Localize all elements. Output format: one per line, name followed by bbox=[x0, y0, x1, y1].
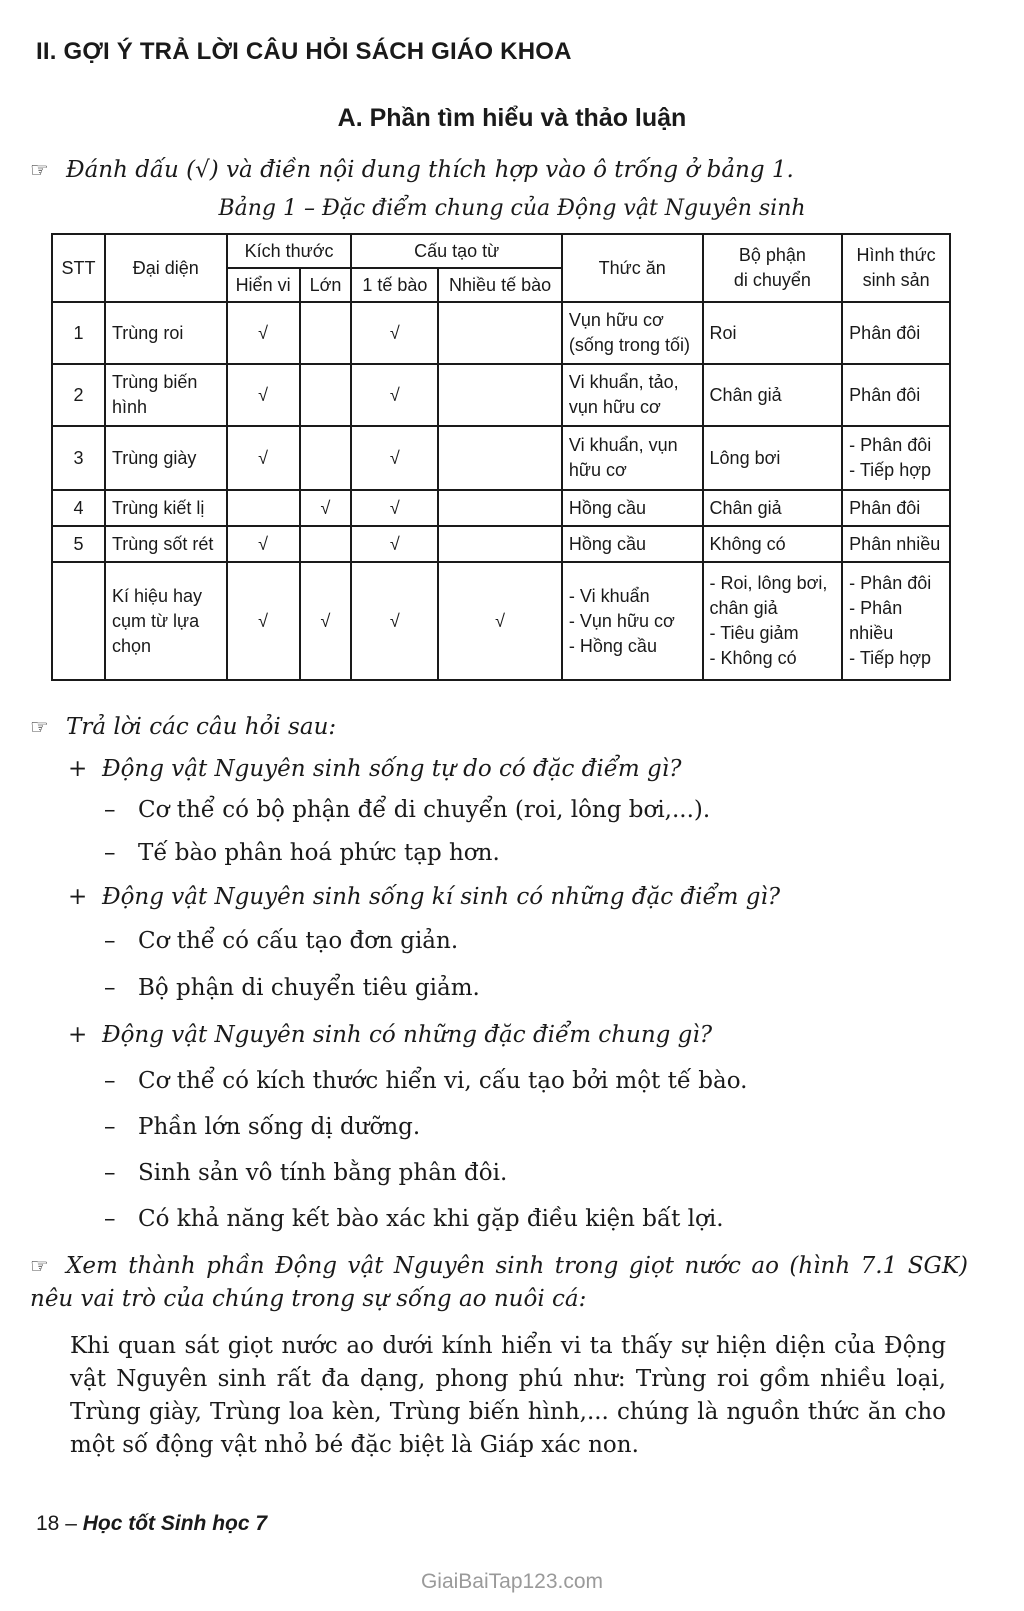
cell-sinh-san: - Phân đôi - Phân nhiều - Tiếp hợp bbox=[842, 562, 950, 680]
cell-bo-phan: Roi bbox=[703, 302, 843, 364]
answer-2-2: – Bộ phận di chuyển tiêu giảm. bbox=[104, 975, 480, 1001]
characteristics-table bbox=[51, 233, 951, 681]
cell-thuc-an: - Vi khuẩn - Vụn hữu cơ - Hồng cầu bbox=[562, 562, 703, 680]
cell-hien-vi bbox=[227, 490, 300, 526]
cell-thuc-an: Hồng cầu bbox=[562, 526, 703, 562]
question-3: + Động vật Nguyên sinh có những đặc điểm chung gì? bbox=[68, 1022, 713, 1048]
page-footer: 18 – Học tốt Sinh học 7 bbox=[36, 1512, 268, 1535]
cell-nhieu-te-bao bbox=[438, 302, 562, 364]
answer-3-1: – Cơ thể có kích thước hiển vi, cấu tạo bởi một tế bào. bbox=[104, 1068, 748, 1094]
cell-hien-vi: √ bbox=[227, 526, 300, 562]
answer-1-2: – Tế bào phân hoá phức tạp hơn. bbox=[104, 840, 500, 866]
cell-bo-phan: Chân giả bbox=[703, 364, 843, 426]
task-3-text: Xem thành phần Động vật Nguyên sinh trong giọt nước ao (hình 7.1 SGK) nêu vai trò của chúng trong sự sống ao nuôi cá: bbox=[30, 1253, 968, 1312]
cell-stt: 5 bbox=[52, 526, 105, 562]
task-1 bbox=[30, 154, 968, 187]
cell-dai-dien: Kí hiệu hay cụm từ lựa chọn bbox=[105, 562, 227, 680]
page-number: 18 bbox=[36, 1512, 60, 1535]
cell-mot-te-bao: √ bbox=[351, 302, 438, 364]
header-cau-tao: Cấu tạo từ bbox=[351, 234, 561, 268]
answer-paragraph: Khi quan sát giọt nước ao dưới kính hiển vi ta thấy sự hiện diện của Động vật Nguyên sinh rất đa dạng, phong phú như: Trùng roi gồm nhiều loại, Trùng giày, Trùng loa kèn, Trùng biến hình,... chúng là nguồn thức ăn cho một số động vật nhỏ bé đặc biệt là Giáp xác non. bbox=[70, 1333, 946, 1458]
answer-3-3: – Sinh sản vô tính bằng phân đôi. bbox=[104, 1160, 508, 1186]
cell-lon: √ bbox=[300, 562, 352, 680]
cell-sinh-san: Phân nhiều bbox=[842, 526, 950, 562]
pointing-hand-icon: ☞ bbox=[30, 1254, 49, 1278]
cell-mot-te-bao: √ bbox=[351, 364, 438, 426]
watermark: GiaiBaiTap123.com bbox=[420, 1570, 604, 1593]
pointing-hand-icon: ☞ bbox=[30, 158, 49, 182]
header-nhieu-te-bao: Nhiều tế bào bbox=[438, 268, 562, 302]
cell-lon bbox=[300, 302, 352, 364]
cell-dai-dien: Trùng sốt rét bbox=[105, 526, 227, 562]
cell-stt: 1 bbox=[52, 302, 105, 364]
cell-stt: 3 bbox=[52, 426, 105, 490]
cell-lon bbox=[300, 426, 352, 490]
cell-nhieu-te-bao bbox=[438, 426, 562, 490]
task-3 bbox=[30, 1250, 968, 1316]
cell-thuc-an: Hồng cầu bbox=[562, 490, 703, 526]
table-body bbox=[52, 302, 950, 680]
cell-bo-phan: Không có bbox=[703, 526, 843, 562]
table-row bbox=[52, 526, 950, 562]
cell-hien-vi: √ bbox=[227, 364, 300, 426]
header-hien-vi: Hiển vi bbox=[227, 268, 300, 302]
section-title: II. GỢI Ý TRẢ LỜI CÂU HỎI SÁCH GIÁO KHOA bbox=[36, 38, 572, 65]
answer-3-4: – Có khả năng kết bào xác khi gặp điều kiện bất lợi. bbox=[104, 1206, 724, 1232]
cell-thuc-an: Vi khuẩn, vụn hữu cơ bbox=[562, 426, 703, 490]
table-caption: Bảng 1 – Đặc điểm chung của Động vật Nguyên sinh bbox=[218, 196, 806, 221]
questions-heading: ☞ Trả lời các câu hỏi sau: bbox=[30, 714, 337, 740]
cell-mot-te-bao: √ bbox=[351, 490, 438, 526]
part-title: A. Phần tìm hiểu và thảo luận bbox=[337, 104, 687, 132]
header-kich-thuoc: Kích thước bbox=[227, 234, 352, 268]
cell-nhieu-te-bao bbox=[438, 490, 562, 526]
cell-stt: 2 bbox=[52, 364, 105, 426]
cell-thuc-an: Vi khuẩn, tảo, vụn hữu cơ bbox=[562, 364, 703, 426]
header-bo-phan: Bộ phận di chuyển bbox=[703, 234, 843, 302]
answer-2-1: – Cơ thể có cấu tạo đơn giản. bbox=[104, 928, 459, 954]
cell-lon: √ bbox=[300, 490, 352, 526]
table-row bbox=[52, 364, 950, 426]
cell-nhieu-te-bao bbox=[438, 526, 562, 562]
cell-stt bbox=[52, 562, 105, 680]
header-stt: STT bbox=[52, 234, 105, 302]
cell-mot-te-bao: √ bbox=[351, 526, 438, 562]
question-2: + Động vật Nguyên sinh sống kí sinh có những đặc điểm gì? bbox=[68, 884, 781, 910]
cell-mot-te-bao: √ bbox=[351, 562, 438, 680]
cell-sinh-san: Phân đôi bbox=[842, 364, 950, 426]
task-1-text: Đánh dấu (√) và điền nội dung thích hợp vào ô trống ở bảng 1. bbox=[66, 157, 794, 183]
cell-hien-vi: √ bbox=[227, 302, 300, 364]
book-title: Học tốt Sinh học 7 bbox=[82, 1512, 268, 1535]
header-hinh-thuc: Hình thức sinh sản bbox=[842, 234, 950, 302]
question-1: + Động vật Nguyên sinh sống tự do có đặc điểm gì? bbox=[68, 756, 682, 782]
cell-sinh-san: Phân đôi bbox=[842, 302, 950, 364]
cell-mot-te-bao: √ bbox=[351, 426, 438, 490]
cell-lon bbox=[300, 364, 352, 426]
table-row bbox=[52, 490, 950, 526]
cell-bo-phan: Lông bơi bbox=[703, 426, 843, 490]
cell-bo-phan: - Roi, lông bơi, chân giả - Tiêu giảm - Không có bbox=[703, 562, 843, 680]
header-lon: Lớn bbox=[300, 268, 352, 302]
cell-dai-dien: Trùng roi bbox=[105, 302, 227, 364]
cell-nhieu-te-bao bbox=[438, 364, 562, 426]
answer-1-1: – Cơ thể có bộ phận để di chuyển (roi, lông bơi,...). bbox=[104, 797, 711, 823]
cell-dai-dien: Trùng biến hình bbox=[105, 364, 227, 426]
cell-sinh-san: Phân đôi bbox=[842, 490, 950, 526]
header-dai-dien: Đại diện bbox=[105, 234, 227, 302]
table-row bbox=[52, 426, 950, 490]
cell-bo-phan: Chân giả bbox=[703, 490, 843, 526]
cell-nhieu-te-bao: √ bbox=[438, 562, 562, 680]
header-thuc-an: Thức ăn bbox=[562, 234, 703, 302]
cell-thuc-an: Vụn hữu cơ (sống trong tối) bbox=[562, 302, 703, 364]
answer-3-2: – Phần lớn sống dị dưỡng. bbox=[104, 1114, 421, 1140]
cell-hien-vi: √ bbox=[227, 426, 300, 490]
header-mot-te-bao: 1 tế bào bbox=[351, 268, 438, 302]
cell-hien-vi: √ bbox=[227, 562, 300, 680]
pointing-hand-icon: ☞ bbox=[30, 715, 49, 739]
cell-lon bbox=[300, 526, 352, 562]
table-row bbox=[52, 302, 950, 364]
cell-dai-dien: Trùng kiết lị bbox=[105, 490, 227, 526]
cell-sinh-san: - Phân đôi - Tiếp hợp bbox=[842, 426, 950, 490]
table-row bbox=[52, 562, 950, 680]
cell-stt: 4 bbox=[52, 490, 105, 526]
cell-dai-dien: Trùng giày bbox=[105, 426, 227, 490]
